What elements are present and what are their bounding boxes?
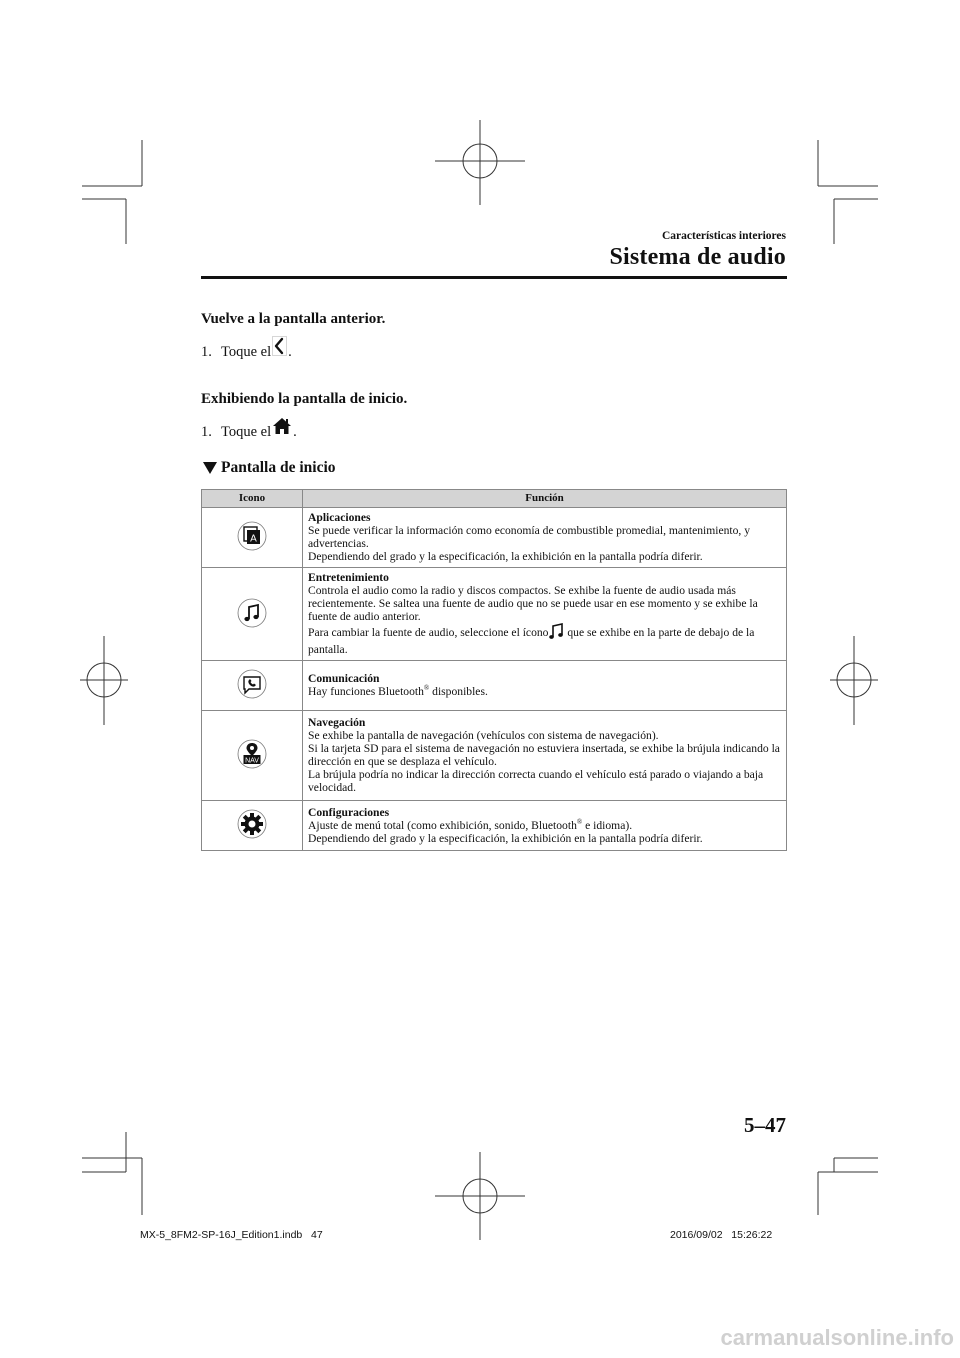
home-screen-table (201, 489, 787, 851)
registered-mark: ® (423, 684, 430, 693)
step-item (201, 336, 787, 361)
table-row (202, 801, 787, 851)
section-title: Pantalla de inicio (221, 459, 336, 476)
step-text-end: . (288, 344, 292, 360)
phone-icon (237, 689, 267, 702)
step-number: 1. (201, 344, 212, 360)
step-text: Toque el (221, 344, 272, 360)
step-block-back (201, 311, 787, 361)
step-number: 1. (201, 424, 212, 440)
registered-mark: ® (576, 817, 583, 826)
step-text-end: . (293, 424, 297, 440)
col-header-icon: Icono (202, 490, 303, 508)
icon-cell (202, 661, 303, 711)
chapter-label: Características interiores (661, 230, 786, 242)
icon-cell (202, 711, 303, 801)
function-desc: Se exhibe la pantalla de navegación (vehículos con sistema de navegación). (308, 729, 659, 742)
page-number: 5–47 (744, 1113, 786, 1137)
function-cell (303, 711, 787, 801)
function-cell (303, 801, 787, 851)
table-row (202, 568, 787, 661)
function-desc: Ajuste de menú total (como exhibición, sonido, Bluetooth (308, 818, 577, 832)
step-text: Toque el (221, 424, 272, 440)
function-name: Comunicación (308, 672, 380, 685)
function-cell (303, 508, 787, 568)
table-row (202, 711, 787, 801)
function-desc-line (308, 685, 781, 698)
step-block-home (201, 391, 787, 441)
chevron-left-icon (272, 336, 287, 361)
function-cell (303, 661, 787, 711)
step-heading: Exhibiendo la pantalla de inicio. (201, 391, 408, 407)
function-name: Configuraciones (308, 805, 390, 819)
step-heading: Vuelve a la pantalla anterior. (201, 311, 386, 327)
applications-icon (237, 533, 267, 554)
function-desc: Si la tarjeta SD para el sistema de navegación no estuviera insertada, se exhibe la brújula indicando la dirección en que se desplaza el vehículo. (308, 742, 780, 768)
function-name: Navegación (308, 716, 366, 729)
function-desc: La brújula podría no indicar la dirección correcta cuando el vehículo está parado o viajando a baja velocidad. (308, 768, 764, 794)
function-desc: Hay funciones Bluetooth (308, 685, 424, 698)
icon-cell (202, 508, 303, 568)
function-desc: disponibles. (429, 685, 488, 698)
table-row (202, 508, 787, 568)
page-title: Sistema de audio (609, 244, 786, 270)
watermark: carmanualsonline.info (720, 1325, 954, 1350)
function-desc-line (308, 819, 781, 832)
function-desc: Dependiendo del grado y la especificación, la exhibición en la pantalla podría diferir. (308, 831, 703, 845)
home-icon (272, 416, 292, 441)
function-name: Entretenimiento (308, 571, 389, 584)
nav-icon-label: NAV (245, 757, 259, 765)
table-header-row (202, 490, 787, 508)
function-desc: e idioma). (582, 818, 633, 832)
col-header-function: Función (303, 490, 787, 508)
gear-icon (237, 829, 267, 842)
music-note-icon (548, 623, 564, 643)
icon-cell (202, 801, 303, 851)
function-desc-line (308, 623, 781, 656)
function-desc: Dependiendo del grado y la especificación, la exhibición en la pantalla podría diferir. (308, 550, 703, 563)
section-heading (201, 459, 787, 477)
function-desc: que se exhibe en la parte de debajo de la pantalla. (308, 626, 755, 656)
triangle-down-icon (203, 462, 217, 474)
function-desc: Controla el audio como la radio y discos compactos. Se exhibe la fuente de audio usada más recientemente. Se saltea una fuente de audio que no se puede usar en ese momento y se exhibe la fuente de audio anterior. (308, 584, 758, 623)
footer-timestamp: 2016/09/02 15:26:22 (670, 1229, 773, 1241)
music-note-icon (237, 618, 267, 631)
content (201, 311, 787, 851)
footer-file: MX-5_8FM2-SP-16J_Edition1.indb 47 (140, 1229, 323, 1241)
navigation-icon (237, 759, 267, 772)
function-desc: Se puede verificar la información como economía de combustible promedial, mantenimiento, y advertencias. (308, 524, 751, 550)
header-rule (201, 276, 787, 279)
step-item (201, 416, 787, 441)
table-row (202, 661, 787, 711)
svg-text:A: A (250, 533, 257, 545)
icon-cell (202, 568, 303, 661)
function-desc: Para cambiar la fuente de audio, seleccione el ícono (308, 626, 549, 639)
function-cell (303, 568, 787, 661)
function-name: Aplicaciones (308, 511, 371, 524)
